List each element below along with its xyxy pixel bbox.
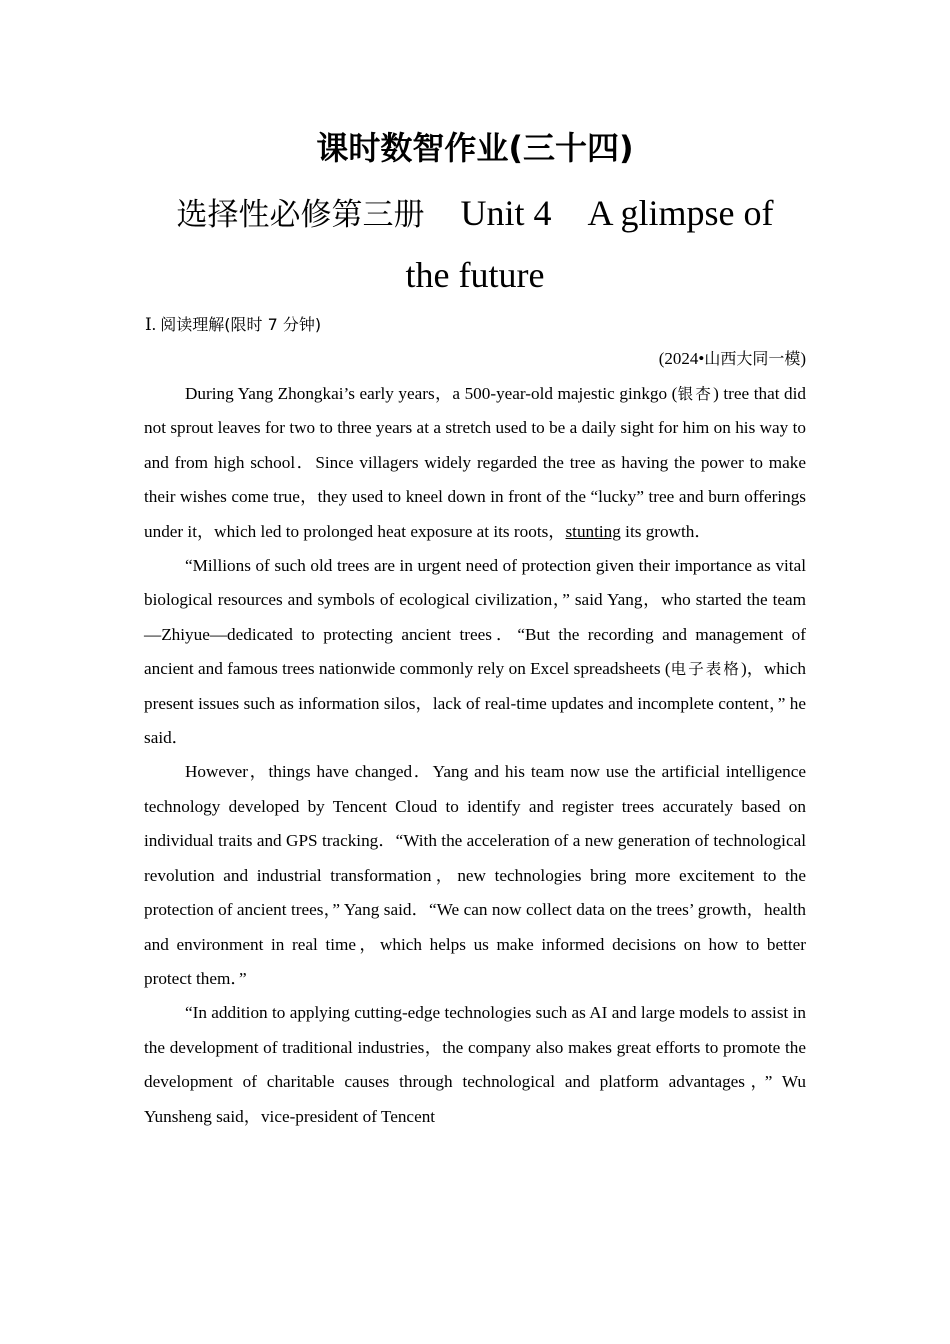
source-place: 山西大同一模 <box>704 349 801 368</box>
p2-text-b: )，which present issues such as information silos，lack of real-time updates and incomplete content，” he said． <box>144 659 806 748</box>
section-numeral: Ⅰ. <box>145 315 156 334</box>
subtitle-unit: Unit 4 <box>460 193 552 233</box>
subtitle-topic-line1: A glimpse of <box>587 193 774 233</box>
passage-paragraph-4: “In addition to applying cutting-edge technologies such as AI and large models to assist in the development of traditional industries，the company also makes great efforts to promote the development of charitable causes through technological and platform advantages，” Wu Yunsheng said，vice-president of Tencent <box>144 1003 806 1126</box>
source-dot: • <box>698 349 705 368</box>
source-close: ) <box>800 349 806 368</box>
section-time-limit: (限时 7 分钟) <box>224 315 322 334</box>
section-label: 阅读理解 <box>160 315 225 334</box>
p1-text-b: ) tree that did not sprout leaves for two to three years at a stretch used to be a daily sight for him on his way to and from high school．Since villagers widely regarded the tree as having the power to make their wishes come true，they used to kneel down in front of the “lucky” tree and burn offerings under it，which led to prolonged heat exposure at its roots， <box>144 384 806 541</box>
p1-text-c: its growth． <box>620 521 712 541</box>
p1-text-a: During Yang Zhongkai’s early years，a 500-year-old majestic ginkgo ( <box>185 384 678 403</box>
p1-gloss: 银杏 <box>677 385 714 403</box>
passage-paragraph-1 <box>144 377 806 549</box>
underlined-word: stunting <box>565 521 621 541</box>
reading-passage <box>144 377 806 1134</box>
passage-paragraph-3: However，things have changed．Yang and his team now use the artificial intelligence technology developed by Tencent Cloud to identify and register trees accurately based on individual traits and GPS tracking．“With the acceleration of a new generation of technological revolution and industrial transformation，new technologies bring more excitement to the protection of ancient trees，” Yang said．“We can now collect data on the trees’ growth，health and environment in real time，which helps us make informed decisions on how to better protect them．” <box>144 762 806 988</box>
source-open: (2024 <box>658 349 699 368</box>
subtitle-volume: 选择性必修第三册 <box>176 197 425 233</box>
subtitle-topic-line2: the future <box>405 255 545 295</box>
passage-paragraph-2 <box>144 549 806 755</box>
exam-source <box>659 346 806 372</box>
title-text: 课时数智作业(三十四) <box>316 129 634 167</box>
page-subtitle <box>150 183 800 305</box>
p2-gloss: 电子表格 <box>670 660 741 679</box>
section-heading <box>145 312 321 338</box>
p2-text-a: “Millions of such old trees are in urgent need of protection given their importance as vital biological resources and symbols of ecological civilization，” said Yang，who started the team—Zhiyue—dedicated to protecting ancient trees．“But the recording and management of ancient and famous trees nationwide commonly rely on Excel spreadsheets ( <box>144 556 806 679</box>
page-title <box>0 124 950 172</box>
